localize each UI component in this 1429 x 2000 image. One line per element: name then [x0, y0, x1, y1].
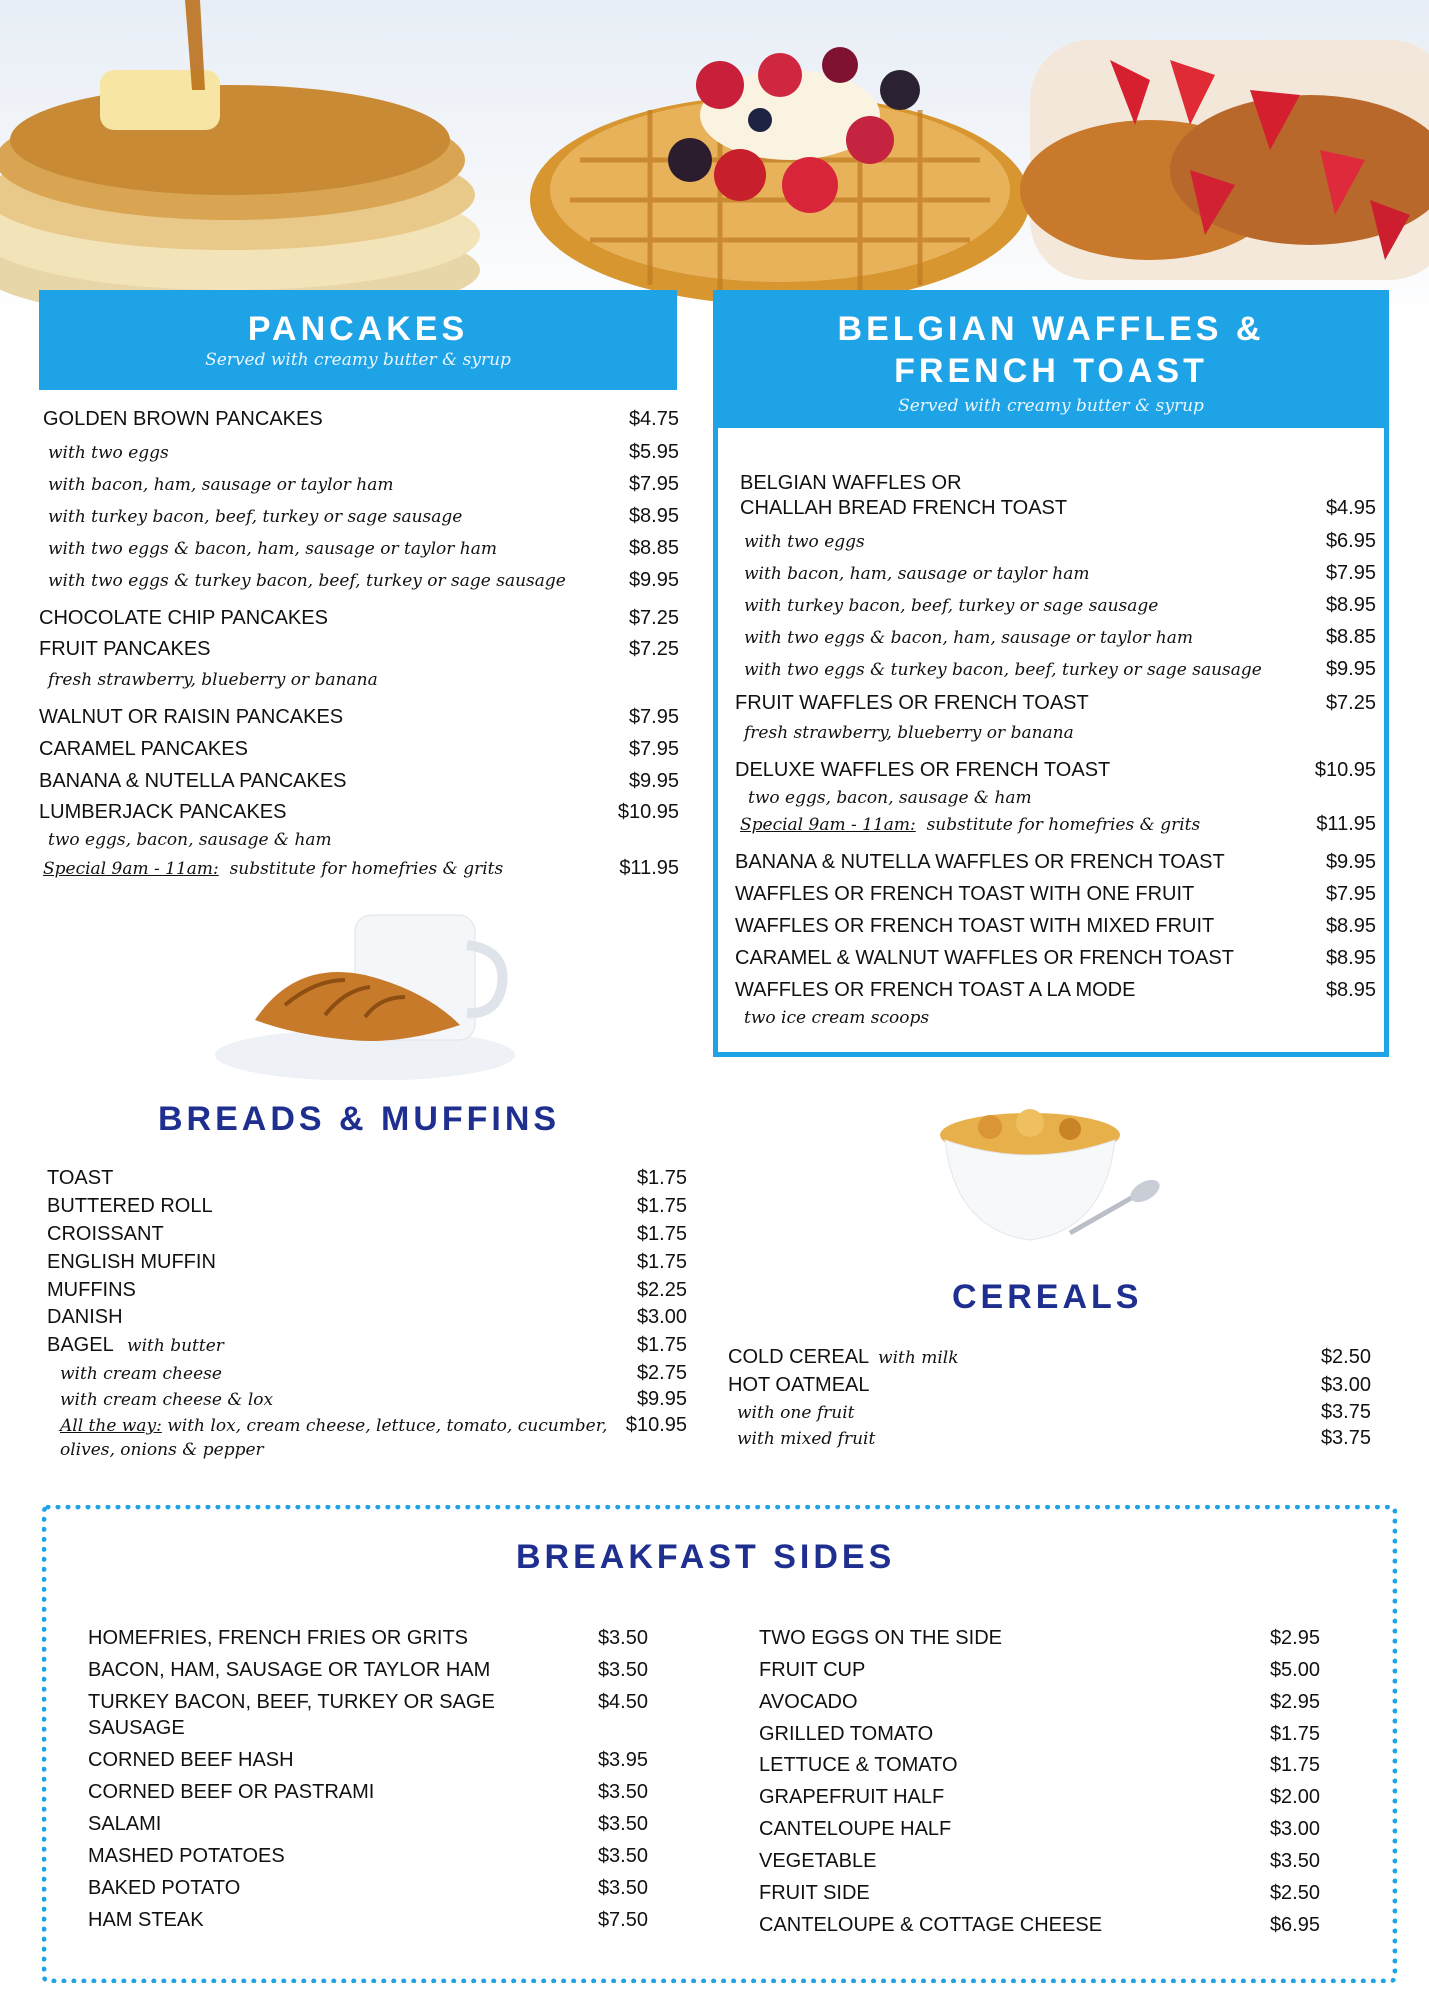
item-price: $7.95	[628, 738, 679, 760]
item-price: $4.75	[628, 408, 679, 430]
item-name: HOMEFRIES, FRENCH FRIES OR GRITS	[88, 1627, 469, 1649]
item-price: $10.95	[1314, 759, 1376, 781]
item-price: $7.95	[1325, 883, 1376, 905]
item-price: $2.00	[1269, 1786, 1320, 1808]
waffle-image	[530, 47, 1030, 305]
list-item	[39, 738, 679, 761]
list-item	[759, 1754, 1320, 1777]
item-name: GOLDEN BROWN PANCAKES	[43, 408, 323, 430]
item-price: $1.75	[636, 1251, 687, 1273]
list-item	[60, 1414, 687, 1437]
list-item	[60, 1440, 687, 1460]
list-item	[728, 1374, 1371, 1397]
item-name: COLD CEREAL	[728, 1346, 870, 1368]
item-name: GRAPEFRUIT HALF	[759, 1786, 945, 1808]
waffles-title-line1: BELGIAN WAFFLES &	[837, 310, 1265, 348]
list-item	[88, 1877, 648, 1900]
item-name: CARAMEL PANCAKES	[39, 738, 248, 760]
item-name: LETTUCE & TOMATO	[759, 1754, 958, 1776]
list-item	[48, 830, 679, 850]
item-price: $11.95	[1316, 813, 1376, 835]
item-name: VEGETABLE	[759, 1850, 877, 1872]
list-item	[48, 537, 679, 560]
list-item	[759, 1659, 1320, 1682]
item-price: $3.50	[1269, 1850, 1320, 1872]
item-price: $3.50	[597, 1877, 648, 1899]
item-price: $7.95	[628, 473, 679, 495]
item-name: SAUSAGE	[88, 1717, 185, 1739]
list-item	[88, 1749, 648, 1772]
item-price: $7.25	[1325, 692, 1376, 714]
list-item	[88, 1813, 648, 1836]
item-name: CARAMEL & WALNUT WAFFLES OR FRENCH TOAST	[735, 947, 1234, 969]
sides-title: BREAKFAST SIDES	[516, 1538, 896, 1576]
item-name: with mixed fruit	[737, 1429, 876, 1449]
item-price: $2.25	[636, 1279, 687, 1301]
list-item	[47, 1334, 687, 1357]
special-label: Special 9am - 11am:	[740, 815, 916, 835]
list-item	[740, 497, 1376, 520]
item-price: $11.95	[619, 857, 679, 879]
list-item	[48, 569, 679, 592]
item-name: TOAST	[47, 1167, 114, 1189]
waffles-title-line2: FRENCH TOAST	[894, 352, 1208, 390]
item-name: FRUIT SIDE	[759, 1882, 870, 1904]
item-note: with milk	[878, 1348, 959, 1368]
list-item	[759, 1691, 1320, 1714]
list-item	[744, 723, 1376, 743]
item-price: $10.95	[617, 801, 679, 823]
hero-banner	[0, 0, 1429, 330]
item-name: CORNED BEEF HASH	[88, 1749, 294, 1771]
item-name: FRUIT PANCAKES	[39, 638, 211, 660]
item-name: substitute for homefries & grits	[926, 815, 1201, 835]
item-price: $8.85	[1325, 626, 1376, 648]
item-name: olives, onions & pepper	[60, 1440, 264, 1460]
item-name: BANANA & NUTELLA PANCAKES	[39, 770, 347, 792]
item-name: CANTELOUPE & COTTAGE CHEESE	[759, 1914, 1103, 1936]
item-price: $2.95	[1269, 1627, 1320, 1649]
list-item	[735, 947, 1376, 970]
list-item	[735, 883, 1376, 906]
item-name: two ice cream scoops	[744, 1008, 930, 1028]
item-name: with one fruit	[737, 1403, 855, 1423]
item-price: $1.75	[636, 1334, 687, 1356]
item-name: TWO EGGS ON THE SIDE	[759, 1627, 1002, 1649]
list-item	[88, 1781, 648, 1804]
pancake-stack-image	[0, 0, 480, 320]
list-item	[759, 1818, 1320, 1841]
waffles-subtitle: Served with creamy butter & syrup	[898, 396, 1204, 416]
item-name: GRILLED TOMATO	[759, 1723, 934, 1745]
item-price: $1.75	[1269, 1723, 1320, 1745]
item-price: $8.95	[628, 505, 679, 527]
list-item	[88, 1909, 648, 1932]
list-item	[744, 658, 1376, 681]
waffles-header	[713, 290, 1389, 430]
item-name: with lox, cream cheese, lettuce, tomato, cucumber,	[167, 1416, 608, 1436]
item-price: $5.00	[1269, 1659, 1320, 1681]
pancakes-header	[39, 290, 677, 390]
item-name: WAFFLES OR FRENCH TOAST WITH MIXED FRUIT	[735, 915, 1215, 937]
list-item	[759, 1723, 1320, 1746]
list-item	[48, 670, 679, 690]
item-price: $1.75	[636, 1195, 687, 1217]
item-name: LUMBERJACK PANCAKES	[39, 801, 287, 823]
list-item	[744, 594, 1376, 617]
item-price: $4.95	[1325, 497, 1376, 519]
cereals-title: CEREALS	[952, 1278, 1143, 1316]
list-item	[759, 1850, 1320, 1873]
item-price: $2.50	[1320, 1346, 1371, 1368]
list-item	[740, 813, 1376, 836]
item-price: $3.95	[597, 1749, 648, 1771]
item-name: BACON, HAM, SAUSAGE OR TAYLOR HAM	[88, 1659, 491, 1681]
item-name: CROISSANT	[47, 1223, 164, 1245]
item-name: BAKED POTATO	[88, 1877, 241, 1899]
item-name: two eggs, bacon, sausage & ham	[748, 788, 1032, 808]
item-name: FRUIT WAFFLES OR FRENCH TOAST	[735, 692, 1089, 714]
croissant-image	[205, 905, 515, 1080]
pancakes-title: PANCAKES	[247, 310, 469, 348]
item-name: DELUXE WAFFLES OR FRENCH TOAST	[735, 759, 1111, 781]
item-price: $6.95	[1269, 1914, 1320, 1936]
item-name: DANISH	[47, 1306, 123, 1328]
item-price: $3.50	[597, 1813, 648, 1835]
item-price: $3.00	[1269, 1818, 1320, 1840]
item-price: $8.95	[1325, 915, 1376, 937]
item-name: BELGIAN WAFFLES OR	[740, 472, 962, 494]
list-item	[39, 607, 679, 630]
item-name: with two eggs & turkey bacon, beef, turkey or sage sausage	[744, 660, 1262, 680]
item-price: $7.25	[628, 638, 679, 660]
item-price: $10.95	[625, 1414, 687, 1436]
list-item	[759, 1627, 1320, 1650]
item-name: WAFFLES OR FRENCH TOAST WITH ONE FRUIT	[735, 883, 1195, 905]
item-name: with two eggs & bacon, ham, sausage or taylor ham	[744, 628, 1193, 648]
list-item	[740, 472, 1376, 495]
item-name: FRUIT CUP	[759, 1659, 866, 1681]
item-name: MUFFINS	[47, 1279, 136, 1301]
item-price: $7.25	[628, 607, 679, 629]
item-price: $1.75	[636, 1167, 687, 1189]
item-name: substitute for homefries & grits	[229, 859, 504, 879]
item-price: $2.95	[1269, 1691, 1320, 1713]
item-name: with bacon, ham, sausage or taylor ham	[744, 564, 1090, 584]
list-item	[759, 1882, 1320, 1905]
item-label: All the way:	[60, 1416, 162, 1436]
french-toast-image	[1020, 40, 1429, 280]
item-name: CANTELOUPE HALF	[759, 1818, 952, 1840]
list-item	[759, 1914, 1320, 1937]
list-item	[43, 408, 679, 431]
breads-title: BREADS & MUFFINS	[158, 1100, 561, 1138]
item-name: fresh strawberry, blueberry or banana	[48, 670, 378, 690]
list-item	[737, 1401, 1371, 1424]
list-item	[39, 638, 679, 661]
item-price: $9.95	[636, 1388, 687, 1410]
item-price: $9.95	[628, 569, 679, 591]
list-item	[48, 473, 679, 496]
item-name: BAGEL	[47, 1334, 114, 1356]
special-label: Special 9am - 11am:	[43, 859, 219, 879]
item-price: $3.50	[597, 1845, 648, 1867]
item-price: $8.95	[1325, 594, 1376, 616]
item-name: CORNED BEEF OR PASTRAMI	[88, 1781, 375, 1803]
list-item	[88, 1717, 648, 1740]
item-name: with cream cheese	[60, 1364, 222, 1384]
list-item	[735, 851, 1376, 874]
list-item	[735, 979, 1376, 1002]
item-price: $8.95	[1325, 947, 1376, 969]
list-item	[88, 1627, 648, 1650]
list-item	[39, 706, 679, 729]
item-name: CHALLAH BREAD FRENCH TOAST	[740, 497, 1068, 519]
item-price: $3.75	[1320, 1401, 1371, 1423]
cereal-bowl-image	[930, 1105, 1170, 1255]
item-price: $2.50	[1269, 1882, 1320, 1904]
item-name: SALAMI	[88, 1813, 162, 1835]
item-name: with bacon, ham, sausage or taylor ham	[48, 475, 394, 495]
item-price: $9.95	[1325, 851, 1376, 873]
list-item	[759, 1786, 1320, 1809]
item-name: BANANA & NUTELLA WAFFLES OR FRENCH TOAST	[735, 851, 1225, 873]
item-name: fresh strawberry, blueberry or banana	[744, 723, 1074, 743]
item-price: $7.95	[628, 706, 679, 728]
item-name: two eggs, bacon, sausage & ham	[48, 830, 332, 850]
list-item	[47, 1167, 687, 1190]
item-name: with two eggs & bacon, ham, sausage or taylor ham	[48, 539, 497, 559]
list-item	[47, 1279, 687, 1302]
list-item	[47, 1251, 687, 1274]
item-price: $7.95	[1325, 562, 1376, 584]
item-price: $3.50	[597, 1781, 648, 1803]
item-price: $3.00	[1320, 1374, 1371, 1396]
list-item	[48, 505, 679, 528]
hero-food-illustration	[0, 0, 1429, 330]
list-item	[47, 1195, 687, 1218]
item-name: ENGLISH MUFFIN	[47, 1251, 216, 1273]
item-name: MASHED POTATOES	[88, 1845, 285, 1867]
list-item	[744, 626, 1376, 649]
item-name: with two eggs & turkey bacon, beef, turkey or sage sausage	[48, 571, 566, 591]
item-price: $9.95	[628, 770, 679, 792]
item-price: $8.95	[1325, 979, 1376, 1001]
list-item	[60, 1362, 687, 1385]
item-name: with two eggs	[48, 443, 169, 463]
list-item	[88, 1845, 648, 1868]
item-name: with turkey bacon, beef, turkey or sage sausage	[744, 596, 1159, 616]
list-item	[39, 770, 679, 793]
item-price: $3.50	[597, 1659, 648, 1681]
list-item	[88, 1659, 648, 1682]
item-name: TURKEY BACON, BEEF, TURKEY OR SAGE	[88, 1691, 495, 1713]
item-name: WALNUT OR RAISIN PANCAKES	[39, 706, 344, 728]
list-item	[744, 1008, 1376, 1028]
list-item	[737, 1427, 1371, 1450]
list-item	[744, 562, 1376, 585]
list-item	[744, 530, 1376, 553]
item-price: $3.00	[636, 1306, 687, 1328]
pancakes-subtitle: Served with creamy butter & syrup	[205, 350, 511, 370]
item-price: $9.95	[1325, 658, 1376, 680]
item-name: HOT OATMEAL	[728, 1374, 870, 1396]
list-item	[39, 801, 679, 824]
list-item	[735, 692, 1376, 715]
item-name: HAM STEAK	[88, 1909, 204, 1931]
list-item	[748, 788, 1376, 808]
item-price: $5.95	[628, 441, 679, 463]
list-item	[735, 915, 1376, 938]
item-price: $4.50	[597, 1691, 648, 1713]
item-name: with cream cheese & lox	[60, 1390, 274, 1410]
item-price: $3.75	[1320, 1427, 1371, 1449]
item-price: $2.75	[636, 1362, 687, 1384]
list-item	[47, 1306, 687, 1329]
list-item	[48, 441, 679, 464]
item-name: with two eggs	[744, 532, 865, 552]
list-item	[735, 759, 1376, 782]
item-price: $6.95	[1325, 530, 1376, 552]
item-note: with butter	[127, 1336, 224, 1356]
item-name: CHOCOLATE CHIP PANCAKES	[39, 607, 328, 629]
item-name: BUTTERED ROLL	[47, 1195, 213, 1217]
item-name: WAFFLES OR FRENCH TOAST A LA MODE	[735, 979, 1136, 1001]
item-name: with turkey bacon, beef, turkey or sage sausage	[48, 507, 463, 527]
item-name: AVOCADO	[759, 1691, 858, 1713]
list-item	[88, 1691, 648, 1714]
list-item	[43, 857, 679, 880]
list-item	[728, 1346, 1371, 1369]
item-price: $7.50	[597, 1909, 648, 1931]
item-price: $1.75	[636, 1223, 687, 1245]
list-item	[47, 1223, 687, 1246]
item-price: $8.85	[628, 537, 679, 559]
item-price: $3.50	[597, 1627, 648, 1649]
item-price: $1.75	[1269, 1754, 1320, 1776]
list-item	[60, 1388, 687, 1411]
